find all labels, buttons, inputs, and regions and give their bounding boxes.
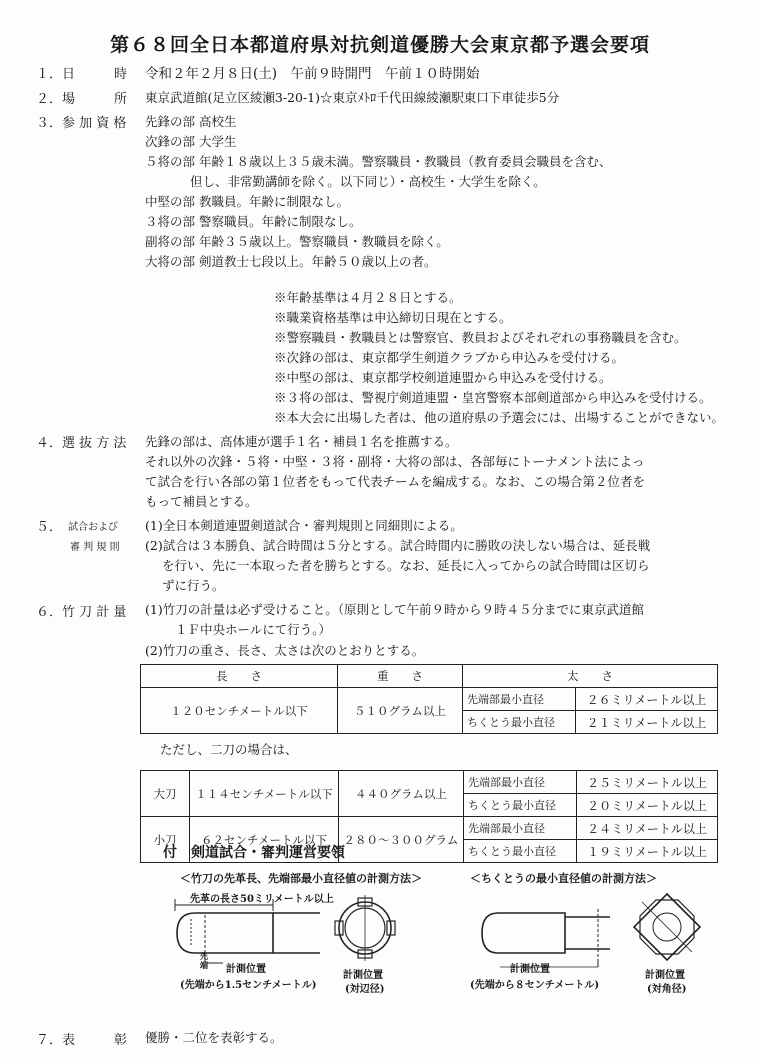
page-title: 第６８回全日本都道府県対抗剣道優勝大会東京都予選会要項 — [109, 34, 650, 56]
selection-line: 先鋒の部は、高体連が選手１名・補員１名を推薦する。 — [145, 434, 458, 449]
section-5-label-line2: 審 判 規 則 — [70, 542, 120, 553]
spec-diameter-label: 先端部最小直径 — [464, 771, 577, 794]
left-measure-label: 計測位置 — [226, 964, 266, 975]
section-1-label: １．日 時 — [36, 67, 128, 82]
rules-line: ずに行う。 — [162, 578, 225, 593]
qualification-line: ３将の部 警察職員。年齢に制限なし。 — [145, 214, 362, 229]
shinai-line: (1)竹刀の計量は必ず受けること。（原則として午前９時から９時４５分までに東京武道館 — [145, 602, 644, 617]
tip-label: 先端 — [200, 951, 208, 970]
spec-diameter-value: ２１ミリメートル以上 — [576, 711, 718, 734]
note-line: ※３将の部は、警視庁剣道連盟・皇宮警察本部剣道部から申込みを受付ける。 — [274, 390, 712, 405]
qualification-line: 但し、非常勤講師を除く。以下同じ）・高校生・大学生を除く。 — [190, 174, 546, 189]
note-line: ※次鋒の部は、東京都学生剣道クラブから申込みを受付ける。 — [274, 350, 625, 365]
selection-line: それ以外の次鋒・５将・中堅・３将・副将・大将の部は、各部毎にトーナメント法によっ — [145, 454, 645, 469]
spec-diameter-label: ちくとう最小直径 — [463, 711, 576, 734]
spec-diameter-value: １９ミリメートル以上 — [577, 840, 718, 863]
left-section-label: 計測位置 — [343, 970, 383, 981]
section-5-label-line1: 試合および — [68, 522, 118, 533]
nitou-note: ただし、二刀の場合は、 — [160, 742, 298, 757]
shinai-line: (2)竹刀の重さ、長さ、太さは次のとおりとする。 — [145, 643, 425, 658]
section-4-label: ４．選 抜 方 法 — [36, 436, 127, 451]
header-thickness: 太 さ — [463, 665, 718, 688]
note-line: ※中堅の部は、東京都学校剣道連盟から申込みを受付ける。 — [274, 370, 612, 385]
spec-diameter-value: ２５ミリメートル以上 — [577, 771, 718, 794]
note-line: ※職業資格基準は申込締切日現在とする。 — [274, 310, 512, 325]
section-7-label: ７．表 彰 — [36, 1033, 128, 1048]
section-3-label: ３．参 加 資 格 — [36, 116, 127, 131]
section-5-label: ５． — [36, 520, 63, 535]
left-section-note: (対辺径) — [345, 984, 385, 995]
left-measure-note: (先端から1.5センチメートル) — [180, 980, 317, 991]
spec-diameter-label: ちくとう最小直径 — [464, 794, 577, 817]
spec-diameter-value: ２４ミリメートル以上 — [577, 817, 718, 840]
chikutou-section-diagram — [630, 890, 704, 964]
spec-weight: ５１０グラム以上 — [338, 688, 463, 734]
rules-line: (1)全日本剣道連盟剣道試合・審判規則と同細則による。 — [145, 518, 463, 533]
sakigawa-side-diagram — [165, 895, 325, 970]
qualification-line: ５将の部 年齢１８歳以上３５歳未満。警察職員・教職員（教育委員会職員を含む、 — [145, 154, 612, 169]
right-diagram-caption: ＜ちくとうの最小直径値の計測方法＞ — [470, 872, 657, 885]
header-weight: 重 さ — [338, 665, 463, 688]
shoutou-name: 小刀 — [141, 817, 190, 863]
daitou-weight: ４４０グラム以上 — [339, 771, 464, 817]
qualification-line: 中堅の部 教職員。年齢に制限なし。 — [145, 194, 349, 209]
left-diagram-dimension: 先革の長さ50ミリメートル以上 — [190, 894, 334, 905]
section-2-label: ２．場 所 — [36, 92, 128, 107]
daitou-length: １１４センチメートル以下 — [190, 771, 339, 817]
note-line: ※本大会に出場した者は、他の道府県の予選会には、出場することができない。 — [274, 410, 725, 425]
right-section-label: 計測位置 — [645, 970, 685, 981]
daitou-name: 大刀 — [141, 771, 190, 817]
rules-line: (2)試合は３本勝負、試合時間は５分とする。試合時間内に勝敗の決しない場合は、延長戦 — [145, 538, 651, 553]
rules-line: を行い、先に一本取った者を勝ちとする。なお、延長に入ってからの試合時間は区切ら — [162, 558, 650, 573]
spec-diameter-value: ２６ミリメートル以上 — [576, 688, 718, 711]
spec-length: １２０センチメートル以下 — [141, 688, 338, 734]
note-line: ※警察職員・教職員とは警察官、教員およびそれぞれの事務職員を含む。 — [274, 330, 687, 345]
spec-diameter-value: ２０ミリメートル以上 — [577, 794, 718, 817]
appendix-title: 付 剣道試合・審判運営要領 — [163, 845, 345, 861]
left-diagram-caption: ＜竹刀の先革長、先端部最小直径値の計測方法＞ — [180, 872, 422, 885]
right-measure-label: 計測位置 — [510, 964, 550, 975]
section-1-text: 令和２年２月８日(土) 午前９時開門 午前１０時開始 — [145, 66, 480, 82]
section-7-text: 優勝・二位を表彰する。 — [145, 1030, 283, 1045]
sakigawa-section-diagram — [330, 893, 400, 963]
spec-diameter-label: ちくとう最小直径 — [464, 840, 577, 863]
qualification-line: 副将の部 年齢３５歳以上。警察職員・教職員を除く。 — [145, 234, 449, 249]
qualification-line: 大将の部 剣道教士七段以上。年齢５０歳以上の者。 — [145, 254, 437, 269]
header-length: 長 さ — [141, 665, 338, 688]
section-6-label: ６．竹 刀 計 量 — [36, 605, 127, 620]
right-measure-note: (先端から８センチメートル) — [470, 980, 600, 991]
spec-diameter-label: 先端部最小直径 — [464, 817, 577, 840]
chikutou-side-diagram — [470, 895, 620, 970]
right-section-note: (対角径) — [647, 984, 687, 995]
section-2-text: 東京武道館(足立区綾瀬3-20-1)☆東京ﾒﾄﾛ千代田線綾瀬駅東口下車徒歩5分 — [145, 90, 560, 105]
note-line: ※年齢基準は４月２８日とする。 — [274, 290, 462, 305]
selection-line: て試合を行い各部の第１位者をもって代表チームを編成する。なお、この場合第２位者を — [145, 474, 646, 489]
qualification-line: 先鋒の部 高校生 — [145, 114, 237, 129]
shoutou-weight: ２８０～３００グラム — [339, 817, 464, 863]
shinai-line: １Ｆ中央ホールにて行う。） — [175, 622, 332, 637]
spec-diameter-label: 先端部最小直径 — [463, 688, 576, 711]
shinai-spec-table — [140, 664, 718, 734]
shoutou-length: ６２センチメートル以下 — [190, 817, 339, 863]
selection-line: もって補員とする。 — [145, 494, 258, 509]
qualification-line: 次鋒の部 大学生 — [145, 134, 237, 149]
